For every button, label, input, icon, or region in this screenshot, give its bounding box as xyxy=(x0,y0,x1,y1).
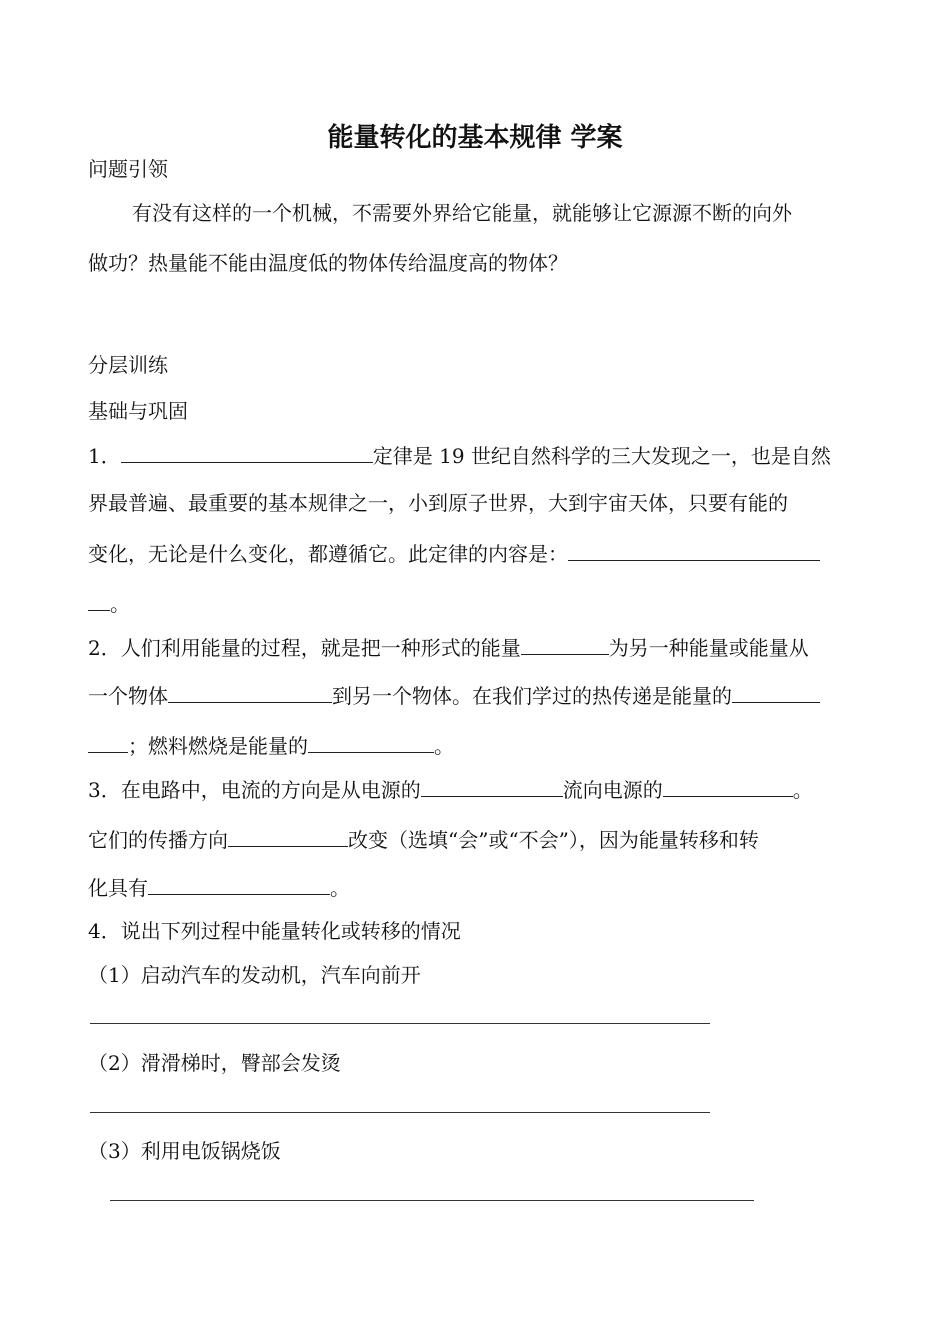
question-3-line-2 xyxy=(88,826,759,853)
question-3-text-a2: 流向电源的 xyxy=(562,778,663,802)
question-3-text-c1: 化具有 xyxy=(88,876,148,900)
question-2-text-c2: 。 xyxy=(434,734,454,758)
question-3-line-3 xyxy=(88,874,350,901)
question-1-line-3 xyxy=(88,540,820,567)
question-2-line-2 xyxy=(88,682,820,709)
question-2-blank-heat-cont[interactable] xyxy=(88,732,128,753)
question-2-blank-heat[interactable] xyxy=(732,682,820,703)
question-2-text-c1: ；燃料燃烧是能量的 xyxy=(128,734,308,758)
question-1-text-a: 定律是 19 世纪自然科学的三大发现之一，也是自然 xyxy=(372,444,831,468)
question-1-line-4 xyxy=(88,590,130,617)
question-3-blank-from[interactable] xyxy=(421,776,563,797)
question-1-end: 。 xyxy=(110,592,130,616)
question-1-text-c: 变化，无论是什么变化，都遵循它。此定律的内容是： xyxy=(88,542,568,566)
question-3-blank-property[interactable] xyxy=(148,874,330,895)
question-1-blank-content[interactable] xyxy=(568,540,820,561)
page-title: 能量转化的基本规律 学案 xyxy=(327,123,623,153)
question-4-answer-line-3[interactable] xyxy=(110,1200,754,1201)
question-2-text-a1: 2．人们利用能量的过程，就是把一种形式的能量 xyxy=(88,636,521,660)
question-4-item-1: （1）启动汽车的发动机，汽车向前开 xyxy=(88,963,421,987)
basic-heading: 基础与巩固 xyxy=(88,399,188,423)
question-2-blank-convert[interactable] xyxy=(521,634,609,655)
question-2-text-a2: 为另一种能量或能量从 xyxy=(608,636,809,660)
question-2-text-b2: 到另一个物体。在我们学过的热传递是能量的 xyxy=(332,684,732,708)
intro-heading: 问题引领 xyxy=(88,157,168,181)
question-2-blank-fuel[interactable] xyxy=(308,732,434,753)
question-4-prompt: 4．说出下列过程中能量转化或转移的情况 xyxy=(88,919,461,943)
question-1-line-2: 界最普遍、最重要的基本规律之一，小到原子世界，大到宇宙天体，只要有能的 xyxy=(88,491,788,515)
question-3-blank-to[interactable] xyxy=(663,776,793,797)
question-2-line-1 xyxy=(88,634,809,661)
intro-paragraph-line-2: 做功？热量能不能由温度低的物体传给温度高的物体？ xyxy=(88,251,568,275)
question-3-text-c2: 。 xyxy=(330,876,350,900)
question-3-text-b1: 它们的传播方向 xyxy=(88,828,228,852)
question-3-text-b2: 改变（选填“会”或“不会”），因为能量转移和转 xyxy=(348,828,759,852)
question-2-line-3 xyxy=(88,732,454,759)
question-3-line-1 xyxy=(88,776,813,803)
question-2-blank-transfer[interactable] xyxy=(168,682,332,703)
intro-paragraph-line-1: 有没有这样的一个机械，不需要外界给它能量，就能够让它源源不断的向外 xyxy=(132,201,792,225)
question-4-item-3: （3）利用电饭锅烧饭 xyxy=(88,1139,281,1163)
question-1-number: 1． xyxy=(88,444,121,468)
question-4-answer-line-1[interactable] xyxy=(90,1023,710,1024)
training-heading: 分层训练 xyxy=(88,353,168,377)
question-1-blank-content-cont[interactable] xyxy=(88,590,110,611)
question-3-text-a3: 。 xyxy=(792,778,813,802)
question-1-line-1 xyxy=(88,442,831,469)
question-4-item-2: （2）滑滑梯时，臀部会发烫 xyxy=(88,1051,341,1075)
question-2-text-b1: 一个物体 xyxy=(88,684,168,708)
question-3-text-a1: 3．在电路中，电流的方向是从电源的 xyxy=(88,778,421,802)
question-3-blank-direction[interactable] xyxy=(228,826,348,847)
question-1-blank-law[interactable] xyxy=(121,442,373,463)
question-4-answer-line-2[interactable] xyxy=(90,1112,710,1113)
